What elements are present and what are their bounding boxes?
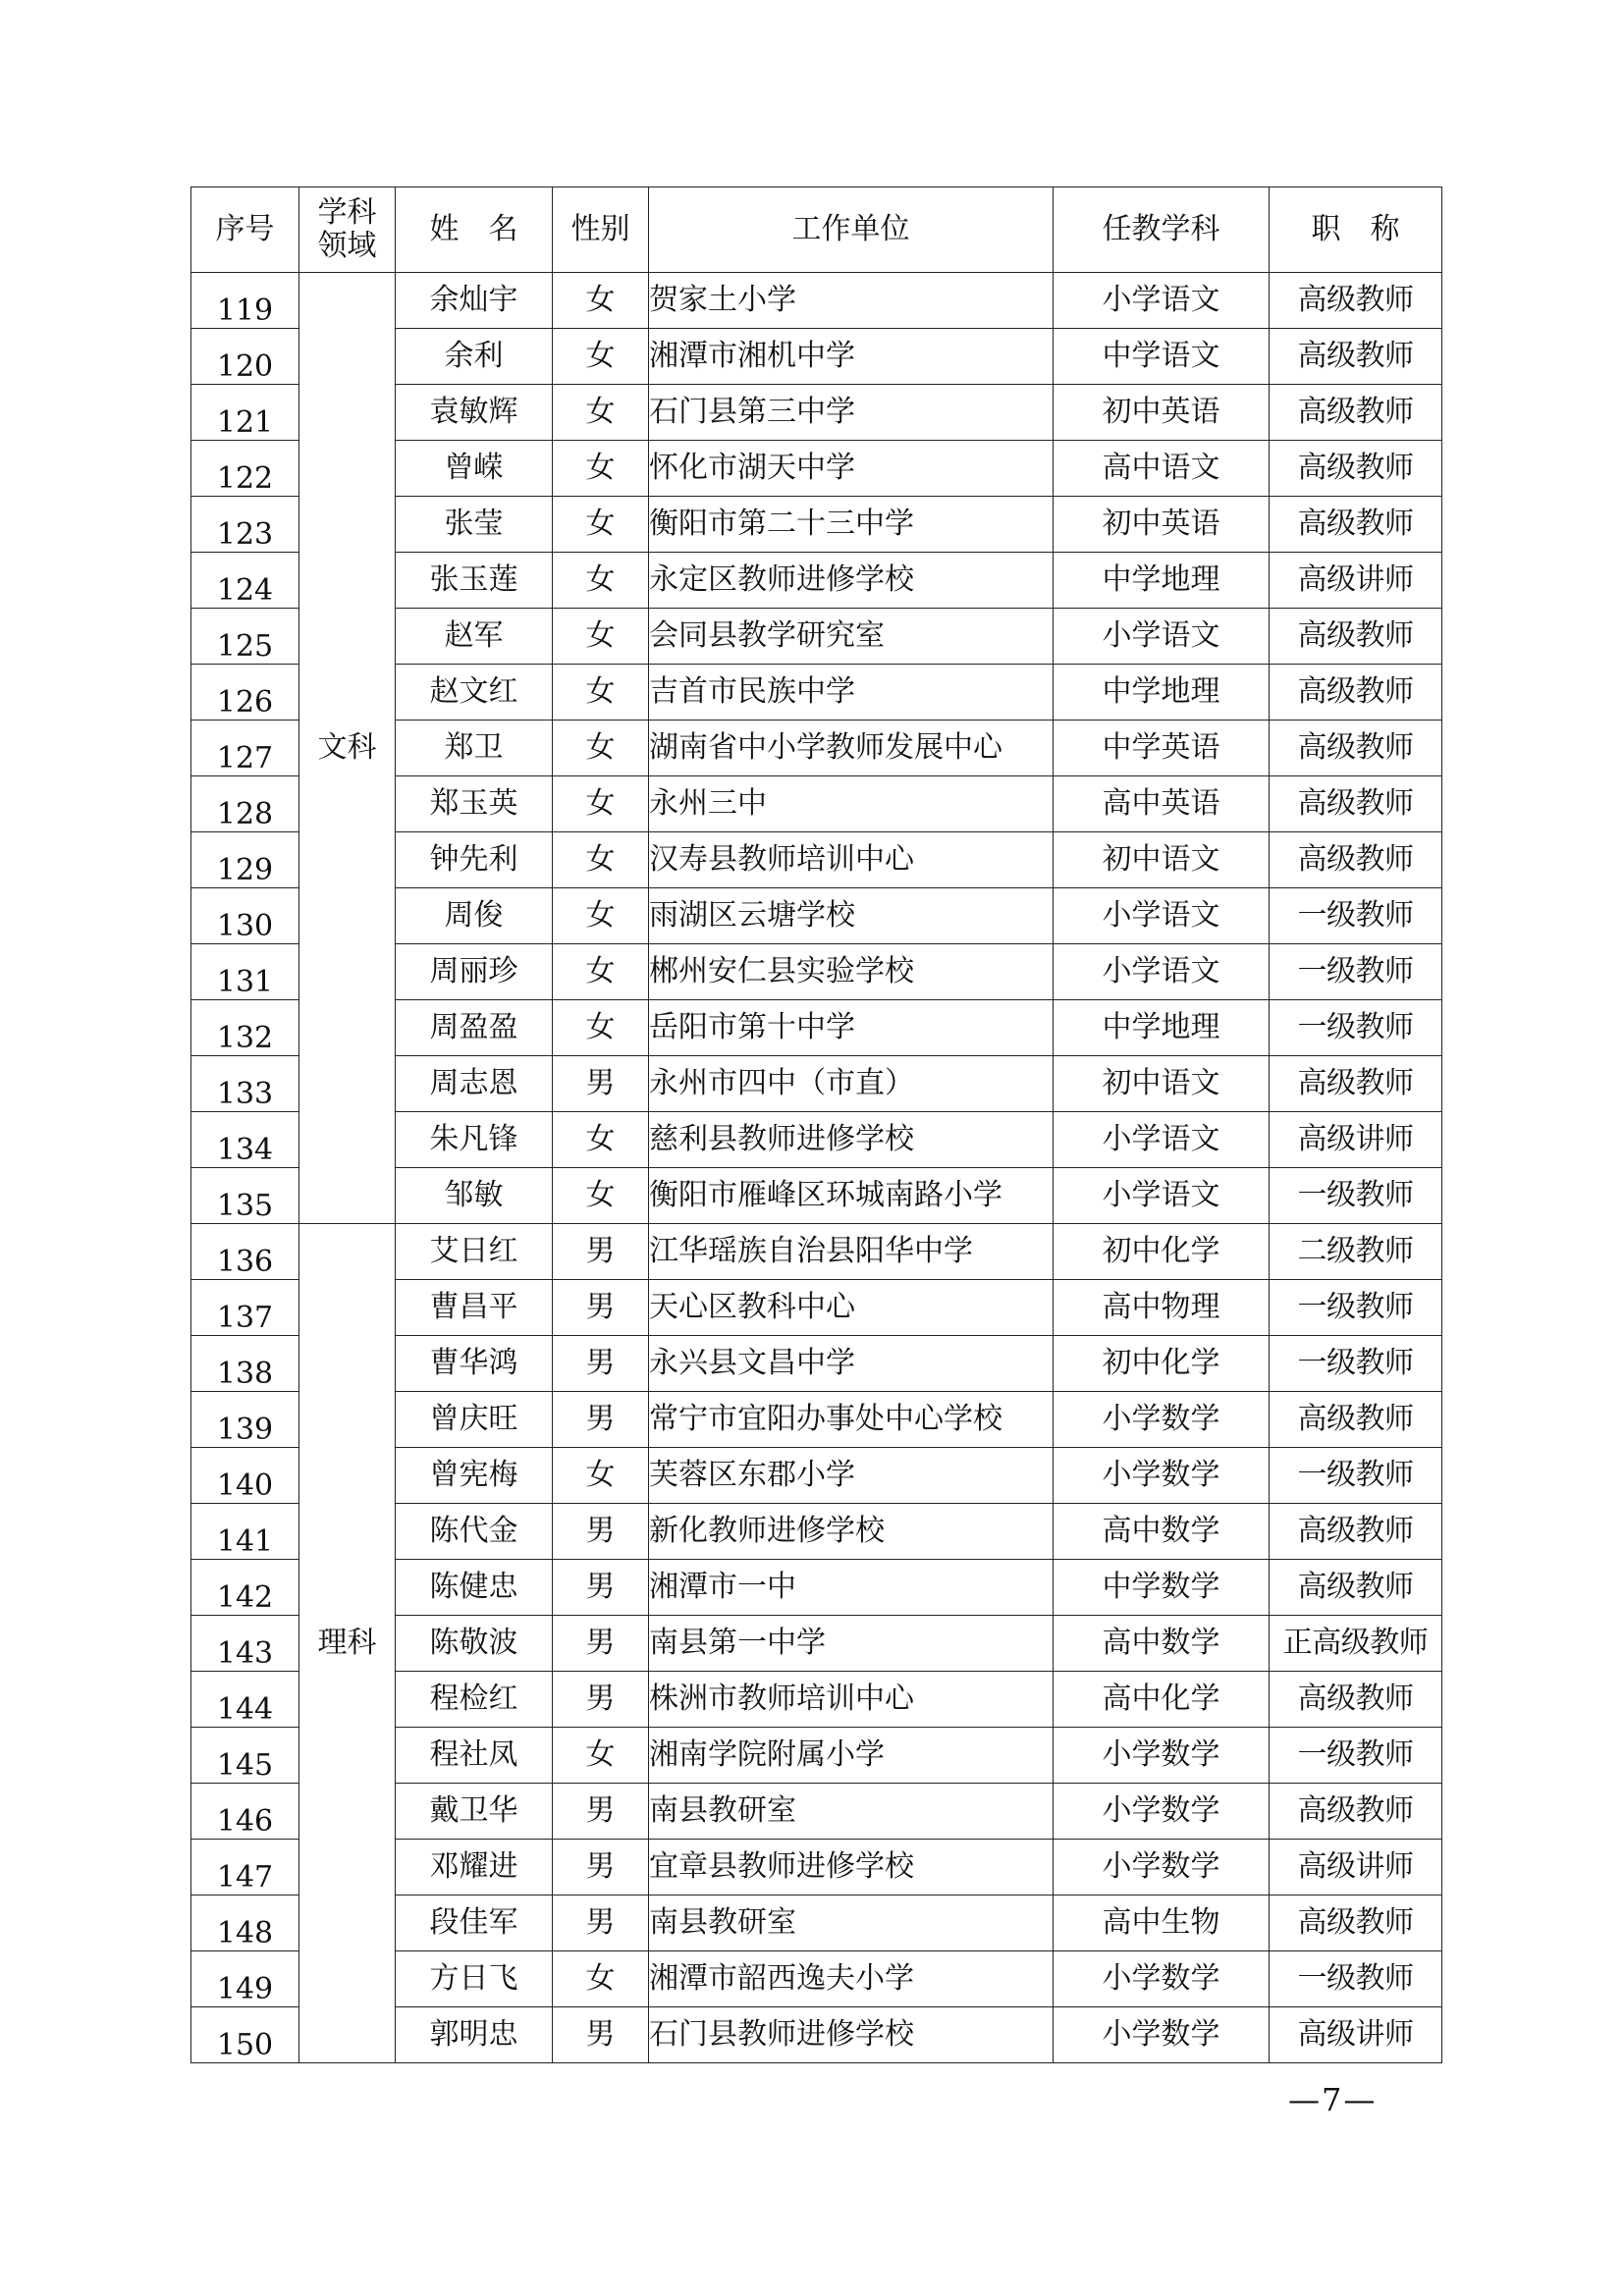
teaching-subject: 高中数学 bbox=[1054, 1616, 1270, 1672]
teacher-gender: 男 bbox=[553, 1672, 649, 1728]
header-domain bbox=[299, 187, 396, 273]
teacher-gender: 女 bbox=[553, 1168, 649, 1224]
teaching-subject: 小学数学 bbox=[1054, 1951, 1270, 2007]
professional-title: 高级教师 bbox=[1270, 441, 1442, 497]
row-number: 137 bbox=[191, 1280, 299, 1336]
teaching-subject: 小学语文 bbox=[1054, 1112, 1270, 1168]
professional-title: 高级教师 bbox=[1270, 1672, 1442, 1728]
teaching-subject: 中学地理 bbox=[1054, 1000, 1270, 1056]
work-unit: 芙蓉区东郡小学 bbox=[649, 1448, 1054, 1504]
teaching-subject: 高中化学 bbox=[1054, 1672, 1270, 1728]
professional-title: 高级教师 bbox=[1270, 721, 1442, 776]
work-unit: 宜章县教师进修学校 bbox=[649, 1840, 1054, 1896]
teaching-subject: 中学英语 bbox=[1054, 721, 1270, 776]
teaching-subject: 初中英语 bbox=[1054, 497, 1270, 553]
professional-title: 高级教师 bbox=[1270, 329, 1442, 385]
teaching-subject: 初中语文 bbox=[1054, 832, 1270, 888]
professional-title: 一级教师 bbox=[1270, 888, 1442, 944]
teacher-gender: 女 bbox=[553, 832, 649, 888]
teacher-name: 曹华鸿 bbox=[396, 1336, 553, 1392]
teacher-gender: 女 bbox=[553, 553, 649, 609]
work-unit: 岳阳市第十中学 bbox=[649, 1000, 1054, 1056]
teacher-name: 余灿宇 bbox=[396, 273, 553, 329]
teacher-gender: 女 bbox=[553, 944, 649, 1000]
teacher-name: 周盈盈 bbox=[396, 1000, 553, 1056]
professional-title: 高级教师 bbox=[1270, 832, 1442, 888]
row-number: 126 bbox=[191, 665, 299, 721]
teacher-gender: 女 bbox=[553, 665, 649, 721]
teacher-gender: 男 bbox=[553, 1784, 649, 1840]
professional-title: 高级教师 bbox=[1270, 665, 1442, 721]
work-unit: 怀化市湖天中学 bbox=[649, 441, 1054, 497]
row-number: 132 bbox=[191, 1000, 299, 1056]
work-unit: 湘南学院附属小学 bbox=[649, 1728, 1054, 1784]
professional-title: 一级教师 bbox=[1270, 1951, 1442, 2007]
work-unit: 常宁市宜阳办事处中心学校 bbox=[649, 1392, 1054, 1448]
table-row bbox=[191, 273, 1442, 329]
teacher-name: 曾庆旺 bbox=[396, 1392, 553, 1448]
teacher-name: 周丽珍 bbox=[396, 944, 553, 1000]
teaching-subject: 中学地理 bbox=[1054, 553, 1270, 609]
professional-title: 高级讲师 bbox=[1270, 1840, 1442, 1896]
teacher-name: 朱凡锋 bbox=[396, 1112, 553, 1168]
row-number: 135 bbox=[191, 1168, 299, 1224]
row-number: 121 bbox=[191, 385, 299, 441]
teaching-subject: 高中数学 bbox=[1054, 1504, 1270, 1560]
header-row bbox=[191, 187, 1442, 273]
row-number: 128 bbox=[191, 776, 299, 832]
teaching-subject: 小学语文 bbox=[1054, 888, 1270, 944]
teacher-name: 钟先利 bbox=[396, 832, 553, 888]
work-unit: 雨湖区云塘学校 bbox=[649, 888, 1054, 944]
teacher-name: 程社凤 bbox=[396, 1728, 553, 1784]
teacher-gender: 女 bbox=[553, 1728, 649, 1784]
teacher-name: 程检红 bbox=[396, 1672, 553, 1728]
row-number: 141 bbox=[191, 1504, 299, 1560]
teaching-subject: 高中生物 bbox=[1054, 1896, 1270, 1951]
teacher-gender: 女 bbox=[553, 776, 649, 832]
teaching-subject: 小学数学 bbox=[1054, 1784, 1270, 1840]
teaching-subject: 小学数学 bbox=[1054, 1840, 1270, 1896]
work-unit: 湘潭市一中 bbox=[649, 1560, 1054, 1616]
row-number: 145 bbox=[191, 1728, 299, 1784]
row-number: 150 bbox=[191, 2007, 299, 2063]
page-number: —7— bbox=[1288, 2081, 1378, 2118]
header-title: 职 称 bbox=[1270, 187, 1442, 273]
work-unit: 南县第一中学 bbox=[649, 1616, 1054, 1672]
teaching-subject: 高中英语 bbox=[1054, 776, 1270, 832]
work-unit: 永州市四中（市直） bbox=[649, 1056, 1054, 1112]
work-unit: 天心区教科中心 bbox=[649, 1280, 1054, 1336]
row-number: 148 bbox=[191, 1896, 299, 1951]
teaching-subject: 初中语文 bbox=[1054, 1056, 1270, 1112]
domain-group-label: 理科 bbox=[299, 1224, 396, 2063]
row-number: 149 bbox=[191, 1951, 299, 2007]
teacher-gender: 女 bbox=[553, 329, 649, 385]
row-number: 144 bbox=[191, 1672, 299, 1728]
teacher-name: 赵军 bbox=[396, 609, 553, 665]
teacher-name: 赵文红 bbox=[396, 665, 553, 721]
work-unit: 吉首市民族中学 bbox=[649, 665, 1054, 721]
work-unit: 湘潭市韶西逸夫小学 bbox=[649, 1951, 1054, 2007]
work-unit: 会同县教学研究室 bbox=[649, 609, 1054, 665]
work-unit: 衡阳市雁峰区环城南路小学 bbox=[649, 1168, 1054, 1224]
professional-title: 正高级教师 bbox=[1270, 1616, 1442, 1672]
teacher-gender: 女 bbox=[553, 385, 649, 441]
professional-title: 一级教师 bbox=[1270, 1336, 1442, 1392]
professional-title: 高级教师 bbox=[1270, 609, 1442, 665]
work-unit: 湘潭市湘机中学 bbox=[649, 329, 1054, 385]
teacher-name: 陈敬波 bbox=[396, 1616, 553, 1672]
teacher-name: 邓耀进 bbox=[396, 1840, 553, 1896]
row-number: 122 bbox=[191, 441, 299, 497]
teacher-gender: 女 bbox=[553, 1951, 649, 2007]
teacher-gender: 男 bbox=[553, 1336, 649, 1392]
row-number: 130 bbox=[191, 888, 299, 944]
table-row bbox=[191, 1224, 1442, 1280]
professional-title: 一级教师 bbox=[1270, 1448, 1442, 1504]
teacher-gender: 男 bbox=[553, 1392, 649, 1448]
professional-title: 一级教师 bbox=[1270, 1000, 1442, 1056]
teaching-subject: 高中语文 bbox=[1054, 441, 1270, 497]
roster-table bbox=[190, 187, 1442, 2063]
row-number: 146 bbox=[191, 1784, 299, 1840]
work-unit: 南县教研室 bbox=[649, 1784, 1054, 1840]
header-domain-line2: 领域 bbox=[317, 229, 377, 263]
teacher-gender: 女 bbox=[553, 1448, 649, 1504]
work-unit: 慈利县教师进修学校 bbox=[649, 1112, 1054, 1168]
professional-title: 二级教师 bbox=[1270, 1224, 1442, 1280]
teacher-gender: 男 bbox=[553, 1616, 649, 1672]
row-number: 136 bbox=[191, 1224, 299, 1280]
work-unit: 郴州安仁县实验学校 bbox=[649, 944, 1054, 1000]
professional-title: 高级教师 bbox=[1270, 1392, 1442, 1448]
row-number: 124 bbox=[191, 553, 299, 609]
header-unit: 工作单位 bbox=[649, 187, 1054, 273]
professional-title: 一级教师 bbox=[1270, 1728, 1442, 1784]
teacher-gender: 女 bbox=[553, 441, 649, 497]
professional-title: 高级教师 bbox=[1270, 385, 1442, 441]
teaching-subject: 小学数学 bbox=[1054, 2007, 1270, 2063]
teacher-name: 陈代金 bbox=[396, 1504, 553, 1560]
teacher-name: 周俊 bbox=[396, 888, 553, 944]
teaching-subject: 小学语文 bbox=[1054, 944, 1270, 1000]
teacher-name: 邹敏 bbox=[396, 1168, 553, 1224]
teaching-subject: 高中物理 bbox=[1054, 1280, 1270, 1336]
row-number: 142 bbox=[191, 1560, 299, 1616]
teaching-subject: 小学语文 bbox=[1054, 273, 1270, 329]
teacher-gender: 女 bbox=[553, 721, 649, 776]
work-unit: 南县教研室 bbox=[649, 1896, 1054, 1951]
professional-title: 高级教师 bbox=[1270, 1896, 1442, 1951]
teacher-name: 艾日红 bbox=[396, 1224, 553, 1280]
teaching-subject: 中学地理 bbox=[1054, 665, 1270, 721]
teacher-gender: 男 bbox=[553, 1280, 649, 1336]
professional-title: 一级教师 bbox=[1270, 944, 1442, 1000]
work-unit: 汉寿县教师培训中心 bbox=[649, 832, 1054, 888]
teaching-subject: 初中化学 bbox=[1054, 1224, 1270, 1280]
teaching-subject: 初中化学 bbox=[1054, 1336, 1270, 1392]
work-unit: 贺家土小学 bbox=[649, 273, 1054, 329]
professional-title: 高级讲师 bbox=[1270, 553, 1442, 609]
professional-title: 高级教师 bbox=[1270, 273, 1442, 329]
teaching-subject: 小学数学 bbox=[1054, 1392, 1270, 1448]
teacher-gender: 男 bbox=[553, 1840, 649, 1896]
teacher-name: 曹昌平 bbox=[396, 1280, 553, 1336]
work-unit: 江华瑶族自治县阳华中学 bbox=[649, 1224, 1054, 1280]
domain-group-label: 文科 bbox=[299, 273, 396, 1224]
teacher-name: 张玉莲 bbox=[396, 553, 553, 609]
teacher-name: 袁敏辉 bbox=[396, 385, 553, 441]
row-number: 119 bbox=[191, 273, 299, 329]
row-number: 140 bbox=[191, 1448, 299, 1504]
professional-title: 高级教师 bbox=[1270, 776, 1442, 832]
work-unit: 永州三中 bbox=[649, 776, 1054, 832]
row-number: 139 bbox=[191, 1392, 299, 1448]
professional-title: 高级讲师 bbox=[1270, 1112, 1442, 1168]
work-unit: 湖南省中小学教师发展中心 bbox=[649, 721, 1054, 776]
teacher-gender: 女 bbox=[553, 1112, 649, 1168]
row-number: 120 bbox=[191, 329, 299, 385]
professional-title: 一级教师 bbox=[1270, 1168, 1442, 1224]
professional-title: 高级讲师 bbox=[1270, 2007, 1442, 2063]
row-number: 123 bbox=[191, 497, 299, 553]
teaching-subject: 中学语文 bbox=[1054, 329, 1270, 385]
header-num: 序号 bbox=[191, 187, 299, 273]
header-domain-line1: 学科 bbox=[317, 194, 377, 230]
teacher-name: 戴卫华 bbox=[396, 1784, 553, 1840]
teacher-name: 周志恩 bbox=[396, 1056, 553, 1112]
work-unit: 株洲市教师培训中心 bbox=[649, 1672, 1054, 1728]
row-number: 129 bbox=[191, 832, 299, 888]
teacher-name: 段佳军 bbox=[396, 1896, 553, 1951]
teacher-gender: 男 bbox=[553, 1896, 649, 1951]
teaching-subject: 小学数学 bbox=[1054, 1448, 1270, 1504]
teacher-name: 郑卫 bbox=[396, 721, 553, 776]
teacher-gender: 男 bbox=[553, 1056, 649, 1112]
teacher-gender: 女 bbox=[553, 888, 649, 944]
work-unit: 新化教师进修学校 bbox=[649, 1504, 1054, 1560]
row-number: 143 bbox=[191, 1616, 299, 1672]
row-number: 131 bbox=[191, 944, 299, 1000]
professional-title: 高级教师 bbox=[1270, 1784, 1442, 1840]
work-unit: 永兴县文昌中学 bbox=[649, 1336, 1054, 1392]
row-number: 147 bbox=[191, 1840, 299, 1896]
row-number: 125 bbox=[191, 609, 299, 665]
teacher-gender: 女 bbox=[553, 609, 649, 665]
teacher-name: 郭明忠 bbox=[396, 2007, 553, 2063]
teaching-subject: 小学语文 bbox=[1054, 609, 1270, 665]
row-number: 133 bbox=[191, 1056, 299, 1112]
work-unit: 衡阳市第二十三中学 bbox=[649, 497, 1054, 553]
teacher-name: 曾嵘 bbox=[396, 441, 553, 497]
teacher-gender: 女 bbox=[553, 273, 649, 329]
work-unit: 石门县教师进修学校 bbox=[649, 2007, 1054, 2063]
professional-title: 高级教师 bbox=[1270, 1504, 1442, 1560]
teacher-gender: 女 bbox=[553, 1000, 649, 1056]
row-number: 134 bbox=[191, 1112, 299, 1168]
teacher-name: 陈健忠 bbox=[396, 1560, 553, 1616]
work-unit: 石门县第三中学 bbox=[649, 385, 1054, 441]
teacher-name: 曾宪梅 bbox=[396, 1448, 553, 1504]
professional-title: 高级教师 bbox=[1270, 1560, 1442, 1616]
roster-body bbox=[191, 273, 1442, 2063]
work-unit: 永定区教师进修学校 bbox=[649, 553, 1054, 609]
teaching-subject: 小学语文 bbox=[1054, 1168, 1270, 1224]
professional-title: 高级教师 bbox=[1270, 1056, 1442, 1112]
header-subject: 任教学科 bbox=[1054, 187, 1270, 273]
teacher-gender: 男 bbox=[553, 1504, 649, 1560]
teacher-name: 余利 bbox=[396, 329, 553, 385]
header-name: 姓 名 bbox=[396, 187, 553, 273]
teacher-gender: 男 bbox=[553, 2007, 649, 2063]
teacher-name: 郑玉英 bbox=[396, 776, 553, 832]
teaching-subject: 初中英语 bbox=[1054, 385, 1270, 441]
professional-title: 一级教师 bbox=[1270, 1280, 1442, 1336]
teacher-gender: 男 bbox=[553, 1560, 649, 1616]
row-number: 138 bbox=[191, 1336, 299, 1392]
teacher-name: 方日飞 bbox=[396, 1951, 553, 2007]
teacher-name: 张莹 bbox=[396, 497, 553, 553]
header-gender: 性别 bbox=[553, 187, 649, 273]
teacher-gender: 男 bbox=[553, 1224, 649, 1280]
teaching-subject: 中学数学 bbox=[1054, 1560, 1270, 1616]
teaching-subject: 小学数学 bbox=[1054, 1728, 1270, 1784]
professional-title: 高级教师 bbox=[1270, 497, 1442, 553]
row-number: 127 bbox=[191, 721, 299, 776]
teacher-gender: 女 bbox=[553, 497, 649, 553]
